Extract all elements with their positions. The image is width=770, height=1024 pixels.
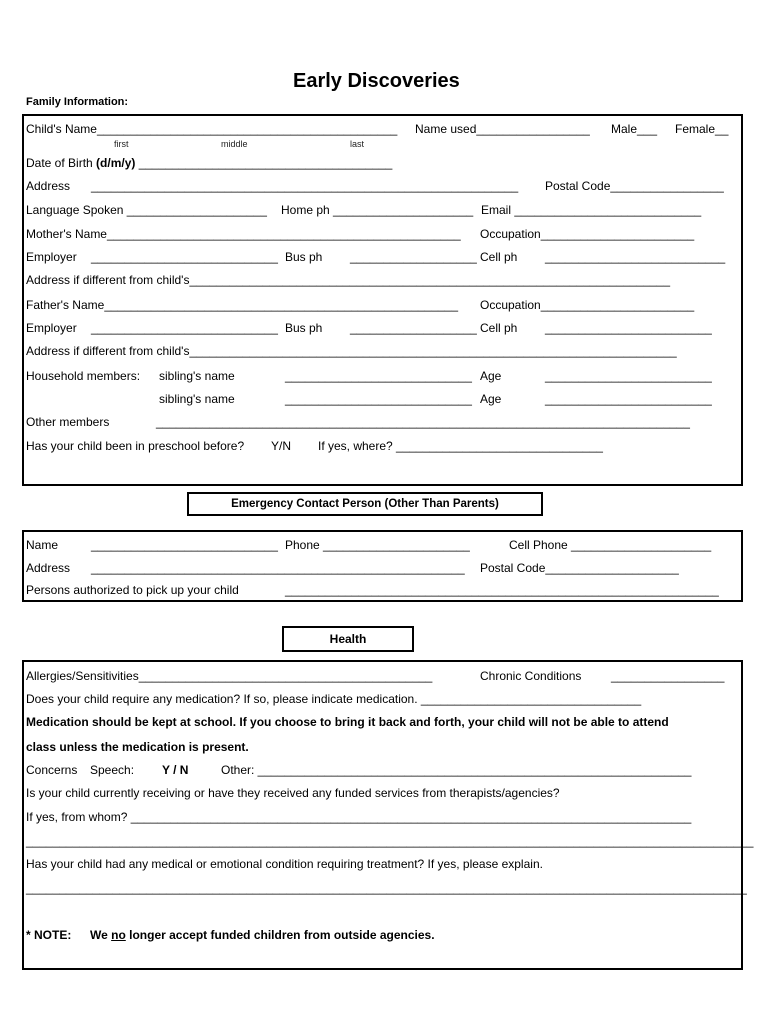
middle-sublabel: middle xyxy=(221,139,248,149)
father-employer-field[interactable]: ____________________________ xyxy=(91,321,278,335)
funded-services-question: Is your child currently receiving or have they received any funded services from therapists/agencies? xyxy=(26,786,560,800)
father-address-field[interactable]: Address if different from child's_________________________________________________________________________ xyxy=(26,344,677,358)
male-field[interactable]: Male___ xyxy=(611,122,658,136)
sibling1-age-field[interactable]: _________________________ xyxy=(545,369,712,383)
emergency-name-field[interactable]: ____________________________ xyxy=(91,538,278,552)
other-members-label: Other members xyxy=(26,415,110,429)
note-text-b: longer accept funded children from outside agencies. xyxy=(125,928,435,942)
dob-field[interactable] xyxy=(26,156,392,170)
mother-bus-field[interactable]: ___________________ xyxy=(350,250,477,264)
father-cell-label: Cell ph xyxy=(480,321,518,335)
sibling1-name-field[interactable]: ____________________________ xyxy=(285,369,472,383)
emergency-postal-field[interactable]: Postal Code____________________ xyxy=(480,561,679,575)
other-members-field[interactable]: ________________________________________________________________________________ xyxy=(156,415,690,429)
emergency-name-label: Name xyxy=(26,538,59,552)
sibling2-name-field[interactable]: ____________________________ xyxy=(285,392,472,406)
medication-note-line2: class unless the medication is present. xyxy=(26,740,249,754)
from-whom-field[interactable]: If yes, from whom? ____________________________________________________________________________________ xyxy=(26,810,692,824)
health-heading xyxy=(282,626,414,652)
concerns-label: Concerns xyxy=(26,763,78,777)
father-bus-label: Bus ph xyxy=(285,321,323,335)
pickup-field[interactable]: _________________________________________________________________ xyxy=(285,583,719,597)
sibling2-label: sibling's name xyxy=(159,392,235,406)
mother-occupation-field[interactable]: Occupation_______________________ xyxy=(480,227,695,241)
mother-employer-label: Employer xyxy=(26,250,77,264)
mother-address-field[interactable]: Address if different from child's________________________________________________________________________ xyxy=(26,273,670,287)
name-used-field[interactable]: Name used_________________ xyxy=(415,122,590,136)
address-label: Address xyxy=(26,179,71,193)
allergies-field[interactable]: Allergies/Sensitivities____________________________________________ xyxy=(26,669,433,683)
father-employer-label: Employer xyxy=(26,321,77,335)
preschool-yn[interactable]: Y/N xyxy=(271,439,292,453)
language-field[interactable]: Language Spoken _____________________ xyxy=(26,203,267,217)
emergency-cell-field[interactable]: Cell Phone _____________________ xyxy=(509,538,712,552)
note-text-no: no xyxy=(111,928,126,942)
note-label: * NOTE: xyxy=(26,928,72,942)
female-field[interactable]: Female__ xyxy=(675,122,729,136)
chronic-field[interactable]: _________________ xyxy=(611,669,725,683)
emergency-address-label: Address xyxy=(26,561,71,575)
mother-cell-field[interactable]: ___________________________ xyxy=(545,250,726,264)
emergency-phone-field[interactable]: Phone ______________________ xyxy=(285,538,470,552)
father-name-field[interactable]: Father's Name_____________________________________________________ xyxy=(26,298,459,312)
sibling1-label: sibling's name xyxy=(159,369,235,383)
first-sublabel: first xyxy=(114,139,129,149)
mother-cell-label: Cell ph xyxy=(480,250,518,264)
speech-label: Speech: xyxy=(90,763,135,777)
father-occupation-field[interactable]: Occupation_______________________ xyxy=(480,298,695,312)
sibling2-age-label: Age xyxy=(480,392,502,406)
funded-extra-line[interactable]: _____________________________________________________________________________________________________________ xyxy=(26,834,754,848)
home-phone-field[interactable]: Home ph _____________________ xyxy=(281,203,474,217)
father-cell-field[interactable]: _________________________ xyxy=(545,321,712,335)
medical-condition-question: Has your child had any medical or emotional condition requiring treatment? If yes, please explain. xyxy=(26,857,543,871)
last-sublabel: last xyxy=(350,139,365,149)
mother-bus-label: Bus ph xyxy=(285,250,323,264)
chronic-label: Chronic Conditions xyxy=(480,669,582,683)
medication-note-line1: Medication should be kept at school. If you choose to bring it back and forth, your child will not be able to attend xyxy=(26,715,669,729)
preschool-where-field[interactable]: If yes, where? _______________________________ xyxy=(318,439,603,453)
postal-code-field[interactable]: Postal Code_________________ xyxy=(545,179,724,193)
pickup-label: Persons authorized to pick up your child xyxy=(26,583,239,597)
emergency-heading-text: Emergency Contact Person (Other Than Parents) xyxy=(231,498,499,510)
sibling2-age-field[interactable]: _________________________ xyxy=(545,392,712,406)
address-field[interactable]: ________________________________________________________________ xyxy=(91,179,519,193)
emergency-address-field[interactable]: ________________________________________________________ xyxy=(91,561,465,575)
dob-label: Date of Birth xyxy=(26,156,97,170)
other-concerns-field[interactable]: Other: _________________________________________________________________ xyxy=(221,763,692,777)
note-text-a: We xyxy=(90,928,112,942)
household-label: Household members: xyxy=(26,369,141,383)
child-name-field[interactable]: Child's Name_____________________________________________ xyxy=(26,122,398,136)
note-text xyxy=(90,928,435,942)
father-bus-field[interactable]: ___________________ xyxy=(350,321,477,335)
mother-name-field[interactable]: Mother's Name_____________________________________________________ xyxy=(26,227,461,241)
mother-employer-field[interactable]: ____________________________ xyxy=(91,250,278,264)
emergency-heading xyxy=(187,492,543,516)
dob-format: (d/m/y) xyxy=(96,156,136,170)
medical-explanation-line[interactable]: ____________________________________________________________________________________________________________ xyxy=(26,881,747,895)
sibling1-age-label: Age xyxy=(480,369,502,383)
page-title: Early Discoveries xyxy=(293,70,460,92)
dob-line: ______________________________________ xyxy=(135,156,393,170)
medication-field[interactable]: Does your child require any medication? If so, please indicate medication. _________________________________ xyxy=(26,692,642,706)
email-field[interactable]: Email ____________________________ xyxy=(481,203,702,217)
family-info-heading: Family Information: xyxy=(26,96,129,108)
health-heading-text: Health xyxy=(329,632,367,646)
preschool-question: Has your child been in preschool before? xyxy=(26,439,245,453)
speech-yn[interactable]: Y / N xyxy=(162,763,189,777)
